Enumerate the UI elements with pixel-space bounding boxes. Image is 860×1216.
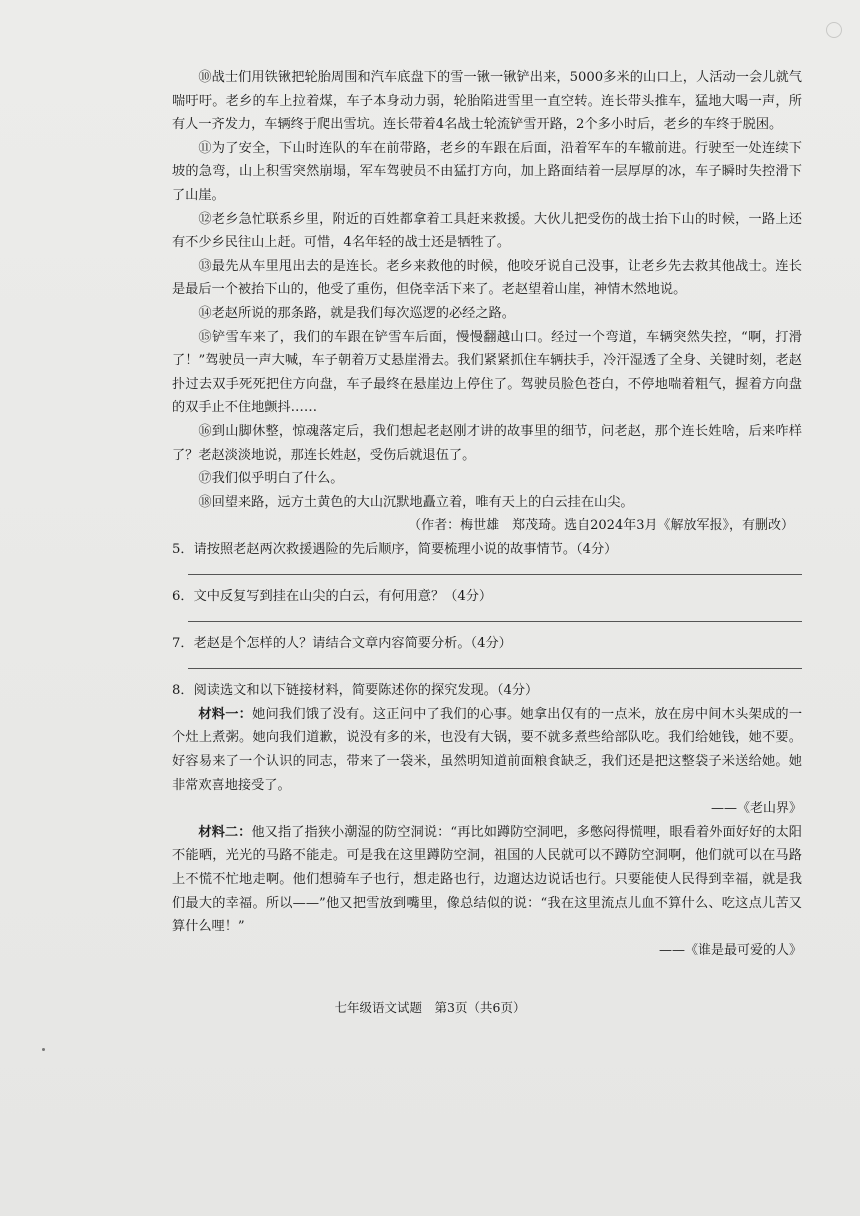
passage-paragraph-18: ⑱回望来路，远方土黄色的大山沉默地矗立着，唯有天上的白云挂在山尖。 <box>198 494 634 510</box>
questions <box>172 538 802 703</box>
materials <box>172 703 802 963</box>
material-1 <box>172 703 802 797</box>
answer-line-5[interactable] <box>188 562 802 575</box>
question-6: 6．文中反复写到挂在山尖的白云，有何用意？（4分） <box>172 588 493 604</box>
passage <box>172 66 802 538</box>
material-2-text: 他又指了指狭小潮湿的防空洞说：“再比如蹲防空洞吧，多憋闷得慌哩，眼看着外面好好的太阳不能晒，光光的马路不能走。可是我在这里蹲防空洞，祖国的人民就可以不蹲防空洞啊，他们就可以在马路上不慌不忙地走啊。他们想骑车子也行，想走路也行，边遛达边说话也行。只要能使人民得到幸福，就是我们最大的幸福。所以——”他又把雪放到嘴里，像总结似的说：“我在这里流点儿血不算什么、吃这点儿苦又算什么哩！” <box>172 824 802 935</box>
material-1-source: ——《老山界》 <box>710 801 802 817</box>
page-content <box>172 66 802 962</box>
question-8: 8．阅读选文和以下链接材料，简要陈述你的探究发现。（4分） <box>172 682 539 698</box>
passage-source: （作者：梅世雄 郑茂琦。选自2024年3月《解放军报》，有删改） <box>408 518 794 534</box>
page-footer: 七年级语文试题 第3页（共6页） <box>334 1000 526 1015</box>
passage-paragraph-17: ⑰我们似乎明白了什么。 <box>198 471 344 487</box>
material-1-text: 她问我们饿了没有。这正问中了我们的心事。她拿出仅有的一点米，放在房中间木头架成的一个灶上煮粥。她向我们道歉，说没有多的米，也没有大锅，要不就多煮些给部队吃。我们给她钱，她不要。好容易来了一个认识的同志，带来了一袋米，虽然明知道前面粮食缺乏，我们还是把这整袋子米送给她。她非常欢喜地接受了。 <box>172 706 803 793</box>
material-2 <box>172 821 802 939</box>
passage-paragraph-10: ⑩战士们用铁锹把轮胎周围和汽车底盘下的雪一锹一锹铲出来，5000多米的山口上，人活动一会儿就气喘吁吁。老乡的车上拉着煤，车子本身动力弱，轮胎陷进雪里一直空转。连长带头推车，猛地大喝一声，所有人一齐发力，车辆终于爬出雪坑。连长带着4名战士轮流铲雪开路，2个多小时后，老乡的车终于脱困。 <box>172 70 802 133</box>
passage-paragraph-11: ⑪为了安全，下山时连队的车在前带路，老乡的车跟在后面，沿着军车的车辙前进。行驶至一处连续下坡的急弯，山上积雪突然崩塌，军车驾驶员不由猛打方向，加上路面结着一层厚厚的冰，车子瞬时失控滑下了山崖。 <box>172 140 802 203</box>
answer-line-6[interactable] <box>188 609 802 622</box>
material-1-lead: 材料一： <box>198 706 253 722</box>
passage-paragraph-15: ⑮铲雪车来了，我们的车跟在铲雪车后面，慢慢翻越山口。经过一个弯道，车辆突然失控，“啊，打滑了！”驾驶员一声大喊，车子朝着万丈悬崖滑去。我们紧紧抓住车辆扶手，冷汗湿透了全身、关键时刻，老赵扑过去双手死死把住方向盘，车子最终在悬崖边上停住了。驾驶员脸色苍白，不停地喘着粗气，握着方向盘的双手止不住地颤抖…… <box>172 329 802 416</box>
question-5: 5．请按照老赵两次救援遇险的先后顺序，简要梳理小说的故事情节。（4分） <box>172 541 618 557</box>
passage-paragraph-14: ⑭老赵所说的那条路，就是我们每次巡逻的必经之路。 <box>198 305 515 321</box>
material-2-lead: 材料二： <box>198 824 252 840</box>
passage-paragraph-13: ⑬最先从车里甩出去的是连长。老乡来救他的时候，他咬牙说自己没事，让老乡先去救其他战士。连长是最后一个被抬下山的，他受了重伤，但侥幸活下来了。老赵望着山崖，神情木然地说。 <box>172 258 802 298</box>
material-2-source: ——《谁是最可爱的人》 <box>658 942 802 958</box>
passage-paragraph-12: ⑫老乡急忙联系乡里，附近的百姓都拿着工具赶来救援。大伙儿把受伤的战士抬下山的时候，一路上还有不少乡民往山上赶。可惜，4名年轻的战士还是牺牲了。 <box>172 211 802 251</box>
question-7: 7．老赵是个怎样的人？请结合文章内容简要分析。（4分） <box>172 635 512 651</box>
corner-mark <box>826 22 842 38</box>
passage-paragraph-16: ⑯到山脚休整，惊魂落定后，我们想起老赵刚才讲的故事里的细节，问老赵，那个连长姓啥，后来咋样了？老赵淡淡地说，那连长姓赵，受伤后就退伍了。 <box>172 423 802 463</box>
answer-line-7[interactable] <box>188 656 802 669</box>
scan-speck <box>42 1048 45 1051</box>
